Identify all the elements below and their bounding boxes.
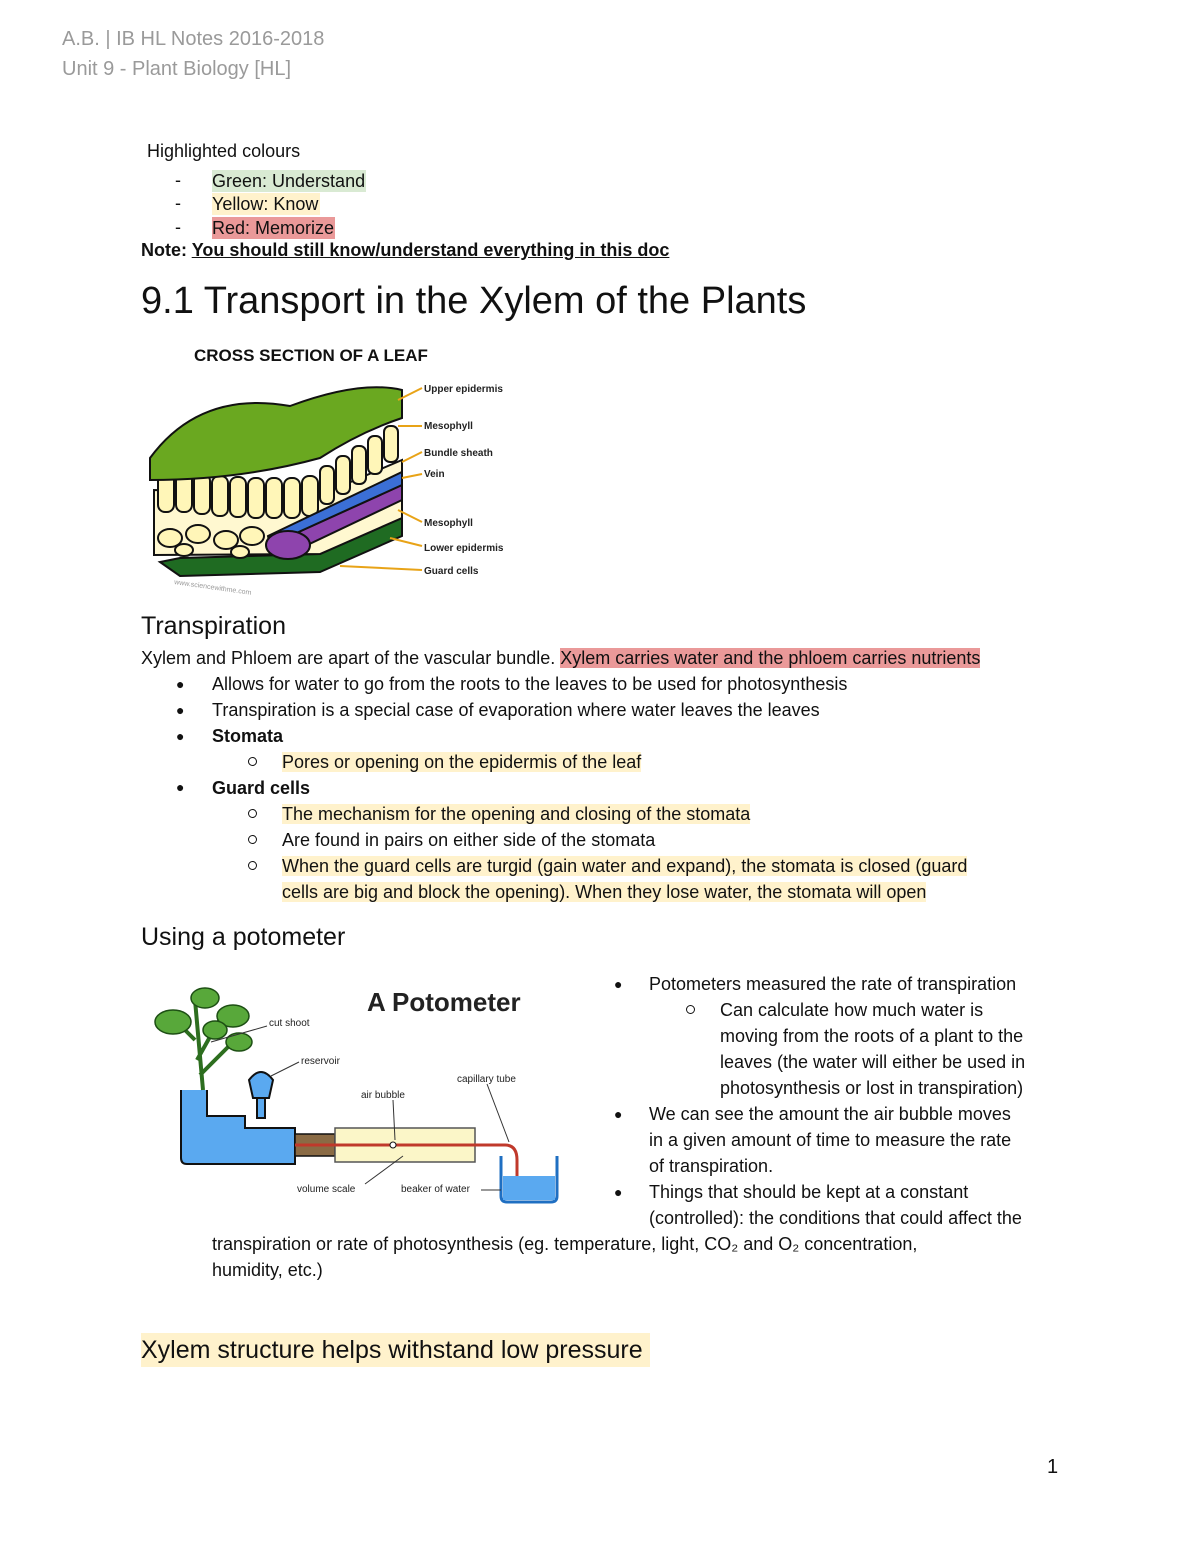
plant-leaves: [155, 988, 252, 1051]
potometer-bullet-1: Potometers measured the rate of transpiration: [649, 974, 1017, 994]
legend-dash: -: [175, 170, 181, 190]
transpiration-bullet-1: Allows for water to go from the roots to the leaves to be used for photosynthesis: [212, 674, 848, 694]
transpiration-intro-highlight: Xylem carries water and the phloem carries nutrients: [560, 648, 981, 668]
bullet-dot: ●: [176, 676, 185, 692]
air-bubble-shape: [390, 1142, 396, 1148]
leaf-label-guard-cells: Guard cells: [424, 566, 479, 577]
legend-item-yellow: Yellow: Know: [212, 194, 319, 214]
potometer-continuation-line-2: humidity, etc.): [212, 1260, 323, 1280]
section-title: 9.1 Transport in the Xylem of the Plants: [141, 280, 807, 322]
leaf-cross-section-figure: [140, 340, 520, 600]
vein-end-shape: [266, 531, 310, 559]
transpiration-intro-plain: Xylem and Phloem are apart of the vascular bundle.: [141, 648, 561, 668]
potometer-sub-line-2: moving from the roots of a plant to the: [720, 1026, 1024, 1046]
label-volume-scale: volume scale: [297, 1184, 356, 1195]
legend-title: Highlighted colours: [147, 141, 301, 161]
potometer-bullet-2-line-3: of transpiration.: [649, 1156, 774, 1176]
doc-header-line1: A.B. | IB HL Notes 2016-2018: [62, 28, 325, 50]
leaf-label-mesophyll: Mesophyll: [424, 421, 473, 432]
leaf-figure-title: CROSS SECTION OF A LEAF: [194, 346, 428, 365]
potometer-sub-line-4: photosynthesis or lost in transpiration): [720, 1078, 1024, 1098]
note-line: [141, 240, 669, 261]
xylem-heading: Xylem structure helps withstand low pressure: [141, 1333, 650, 1367]
sub-bullet-circle: [248, 757, 257, 766]
doc-header-line2: Unit 9 - Plant Biology [HL]: [62, 58, 291, 80]
bullet-dot: ●: [176, 779, 185, 795]
bullet-dot: ●: [614, 1184, 623, 1200]
leaf-label-vein: Vein: [424, 469, 445, 480]
legend-dash: -: [175, 193, 181, 213]
guard-sub-3-line2: cells are big and block the opening). When they lose water, the stomata will open: [282, 882, 927, 902]
transpiration-intro: [141, 645, 980, 671]
label-beaker: beaker of water: [401, 1184, 470, 1195]
sub-bullet-circle: [686, 1005, 695, 1014]
potometer-label-lines: [211, 1026, 509, 1190]
label-reservoir: reservoir: [301, 1056, 340, 1067]
potometer-heading: Using a potometer: [141, 923, 346, 951]
transpiration-bullet-2: Transpiration is a special case of evaporation where water leaves the leaves: [212, 700, 820, 720]
transpiration-heading: Transpiration: [141, 612, 286, 640]
sub-bullet-circle: [248, 861, 257, 870]
potometer-bullet-2-line-1: We can see the amount the air bubble moves: [649, 1104, 1011, 1124]
leaf-label-bundle-sheath: Bundle sheath: [424, 448, 493, 459]
legend-item-green: Green: Understand: [212, 171, 366, 191]
label-cut-shoot: cut shoot: [269, 1018, 310, 1029]
bullet-dot: ●: [614, 976, 623, 992]
guard-cells-label: Guard cells: [212, 778, 311, 798]
sub-bullet-circle: [248, 809, 257, 818]
page-number: 1: [1047, 1456, 1059, 1478]
potometer-sub-line-3: leaves (the water will either be used in: [720, 1052, 1026, 1072]
potometer-bullet-3-line-2: (controlled): the conditions that could affect the: [649, 1208, 1022, 1228]
potometer-figure: [145, 980, 565, 1205]
guard-sub-1: The mechanism for the opening and closing of the stomata: [282, 804, 751, 824]
leaf-label-lower-epidermis: Lower epidermis: [424, 543, 504, 554]
label-capillary-tube: capillary tube: [457, 1074, 516, 1085]
potometer-continuation-line-1: transpiration or rate of photosynthesis (eg. temperature, light, CO₂ and O₂ concentration,: [212, 1234, 918, 1254]
potometer-bullet-2-line-2: in a given amount of time to measure the rate: [649, 1130, 1012, 1150]
bullet-dot: ●: [614, 1106, 623, 1122]
potometer-sub-line-1: Can calculate how much water is: [720, 1000, 984, 1020]
stomata-sub: Pores or opening on the epidermis of the leaf: [282, 752, 642, 772]
legend-item-red: Red: Memorize: [212, 218, 335, 238]
guard-sub-3-line1: When the guard cells are turgid (gain water and expand), the stomata is closed (guard: [282, 856, 968, 876]
bullet-dot: ●: [176, 728, 185, 744]
bullet-dot: ●: [176, 702, 185, 718]
leaf-watermark: www.sciencewithme.com: [173, 579, 252, 597]
leaf-label-upper-epidermis: Upper epidermis: [424, 384, 503, 395]
leaf-label-mesophyll-lower: Mesophyll: [424, 518, 473, 529]
beaker-water: [503, 1176, 555, 1200]
note-text: You should still know/understand everything in this doc: [191, 240, 670, 260]
guard-sub-2: Are found in pairs on either side of the stomata: [282, 830, 656, 850]
sub-bullet-circle: [248, 835, 257, 844]
note-label: Note:: [141, 240, 187, 260]
reservoir-shape: [249, 1072, 273, 1098]
legend-dash: -: [175, 217, 181, 237]
reservoir-tap: [257, 1098, 265, 1118]
potometer-figure-title: A Potometer: [367, 987, 521, 1017]
potometer-bullet-3-line-1: Things that should be kept at a constant: [649, 1182, 969, 1202]
water-container-shape: [181, 1090, 295, 1164]
stomata-label: Stomata: [212, 726, 284, 746]
label-air-bubble: air bubble: [361, 1090, 405, 1101]
